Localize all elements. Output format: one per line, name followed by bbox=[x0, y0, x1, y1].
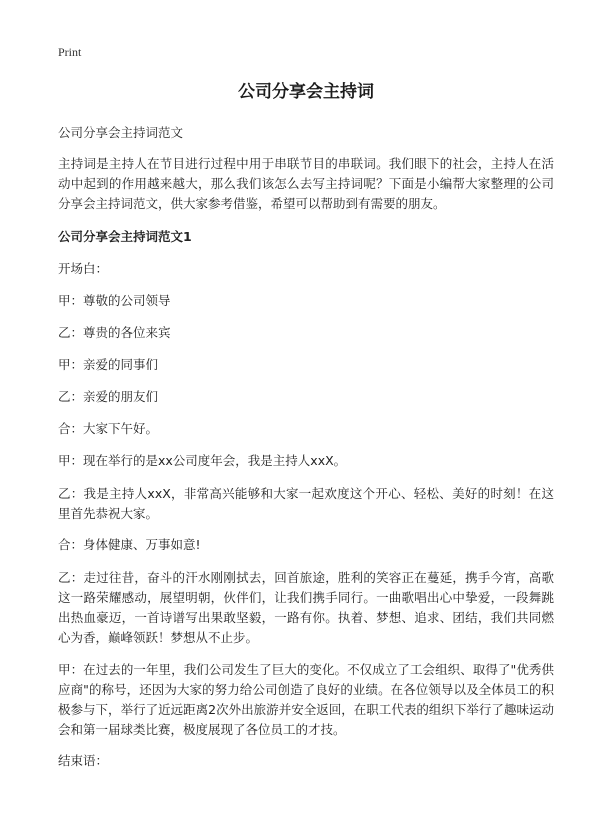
dialogue-paragraph: 乙：我是主持人xxX，非常高兴能够和大家一起欢度这个开心、轻松、美好的时刻！在这里首先恭祝大家。 bbox=[58, 486, 554, 521]
section-heading: 公司分享会主持词范文1 bbox=[58, 229, 192, 244]
dialogue-paragraph: 乙：走过往昔，奋斗的汗水刚刚拭去，回首旅途，胜利的笑容正在蔓延，携手今宵，高歌这一路荣耀感动，展望明朝，伙伴们，让我们携手同行。一曲歌唱出心中挚爱，一段舞跳出热血豪迈，一首诗谱写出果敢坚毅，一路有你。执着、梦想、追求、团结，我们共同燃心为香，巅峰领跃！梦想从不止步。 bbox=[58, 570, 554, 645]
closing-label: 结束语： bbox=[58, 753, 109, 768]
dialogue-line: 甲：尊敬的公司领导 bbox=[58, 293, 171, 308]
intro-paragraph: 主持词是主持人在节目进行过程中用于串联节目的串联词。我们眼下的社会，主持人在活动中起到的作用越来越大，那么我们该怎么去写主持词呢？下面是小编帮大家整理的公司分享会主持词范文，供大家参考借鉴，希望可以帮助到有需要的朋友。 bbox=[58, 156, 554, 211]
document-title: 公司分享会主持词 bbox=[238, 82, 374, 102]
dialogue-paragraph: 甲：在过去的一年里，我们公司发生了巨大的变化。不仅成立了工会组织、取得了"优秀供应商"的称号，还因为大家的努力给公司创造了良好的业绩。在各位领导以及全体员工的积极参与下，举行了近远距离2次外出旅游并安全返回，在职工代表的组织下举行了趣味运动会和第一届球类比赛，极度展现了各位员工的才技。 bbox=[58, 662, 554, 737]
dialogue-line: 甲：亲爱的同事们 bbox=[58, 357, 159, 372]
dialogue-line: 乙：尊贵的各位来宾 bbox=[58, 325, 171, 340]
dialogue-line: 乙：亲爱的朋友们 bbox=[58, 389, 159, 404]
opening-label: 开场白： bbox=[58, 261, 109, 276]
document-subtitle: 公司分享会主持词范文 bbox=[58, 125, 184, 140]
dialogue-line: 甲：现在举行的是xx公司度年会，我是主持人xxX。 bbox=[58, 453, 347, 468]
print-label[interactable]: Print bbox=[58, 45, 82, 59]
dialogue-line: 合：大家下午好。 bbox=[58, 421, 159, 436]
dialogue-line: 合：身体健康、万事如意! bbox=[58, 537, 201, 552]
